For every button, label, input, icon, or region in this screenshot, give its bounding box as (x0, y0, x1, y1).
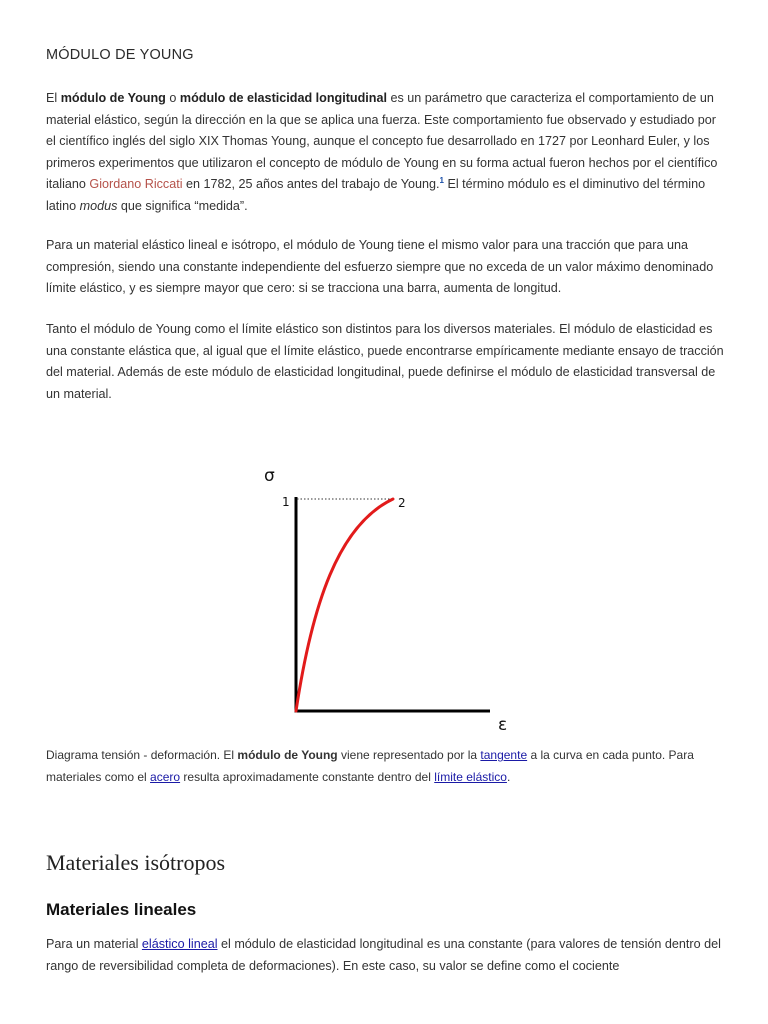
intro-text: o (165, 91, 180, 105)
intro-text: que significa “medida”. (117, 198, 248, 213)
caption-text: Diagrama tensión - deformación. El (46, 748, 238, 762)
elastico-lineal-link[interactable]: elástico lineal (141, 937, 218, 951)
caption-bold-term: módulo de Young (237, 748, 338, 762)
caption-text: viene representado por la (337, 748, 481, 762)
point-2-label: 2 (398, 496, 406, 510)
intro-text: El (46, 91, 61, 105)
linear-text: Para un material (46, 937, 142, 951)
caption-text: resulta aproximadamente constante dentro del (180, 770, 435, 784)
intro-italic-term: modus (79, 198, 118, 213)
caption-text: a la curva en cada punto. Para materiales como el (46, 748, 694, 784)
sigma-axis-label: σ (264, 466, 275, 486)
intro-text: El término módulo es el diminutivo del término latino (46, 177, 706, 213)
document-heading: MÓDULO DE YOUNG (46, 47, 194, 63)
point-1-label: 1 (282, 495, 290, 509)
section-heading: Materiales isótropos (46, 850, 226, 875)
riccati-link[interactable]: Giordano Riccati (89, 177, 183, 192)
stress-strain-diagram (250, 455, 530, 740)
footnote-ref[interactable]: 1 (439, 176, 444, 186)
subsection-heading: Materiales lineales (46, 900, 197, 919)
elastic-limit-paragraph: Tanto el módulo de Young como el límite elástico son distintos para los diversos materiales. El módulo de elasticidad es una constante elástica que, al igual que el límite elástico, puede encontrarse empíricamente mediante ensayo de tracción del material. Además de este módulo de elasticidad longitudinal, puede definirse el módulo de elasticidad transversal de un material. (46, 322, 724, 401)
limite-elastico-link[interactable]: límite elástico (434, 770, 507, 784)
figure-caption (46, 744, 726, 788)
intro-bold-term: módulo de elasticidad longitudinal (179, 91, 387, 105)
intro-paragraph (46, 88, 726, 218)
intro-bold-term: módulo de Young (60, 91, 166, 105)
caption-text: . (506, 770, 511, 784)
intro-text: en 1782, 25 años antes del trabajo de Young. (182, 177, 440, 192)
epsilon-axis-label: ε (498, 715, 508, 735)
acero-link[interactable]: acero (150, 770, 181, 784)
intro-text: es un parámetro que caracteriza el comportamiento de un material elástico, según la dirección en la que se aplica una fuerza. Este comportamiento fue observado y estudiado por el científico inglés del siglo XIX Thomas Young, aunque el concepto fue desarrollado en 1727 por Leonhard Euler, y los primeros experimentos que utilizaron el concepto de módulo de Young en su forma actual fueron hechos por el científico italiano (46, 91, 718, 192)
tangente-link[interactable]: tangente (480, 748, 528, 762)
isotropic-paragraph: Para un material elástico lineal e isótropo, el módulo de Young tiene el mismo valor para una tracción que para una compresión, siendo una constante independiente del esfuerzo siempre que no exceda de un valor máximo denominado límite elástico, y es siempre mayor que cero: si se tracciona una barra, aumenta de longitud. (46, 238, 714, 296)
linear-text: el módulo de elasticidad longitudinal es una constante (para valores de tensión dentro del rango de reversibilidad completa de deformaciones). En este caso, su valor se define como el cociente (46, 937, 721, 973)
linear-materials-paragraph (46, 934, 726, 977)
stress-strain-curve (296, 499, 393, 711)
